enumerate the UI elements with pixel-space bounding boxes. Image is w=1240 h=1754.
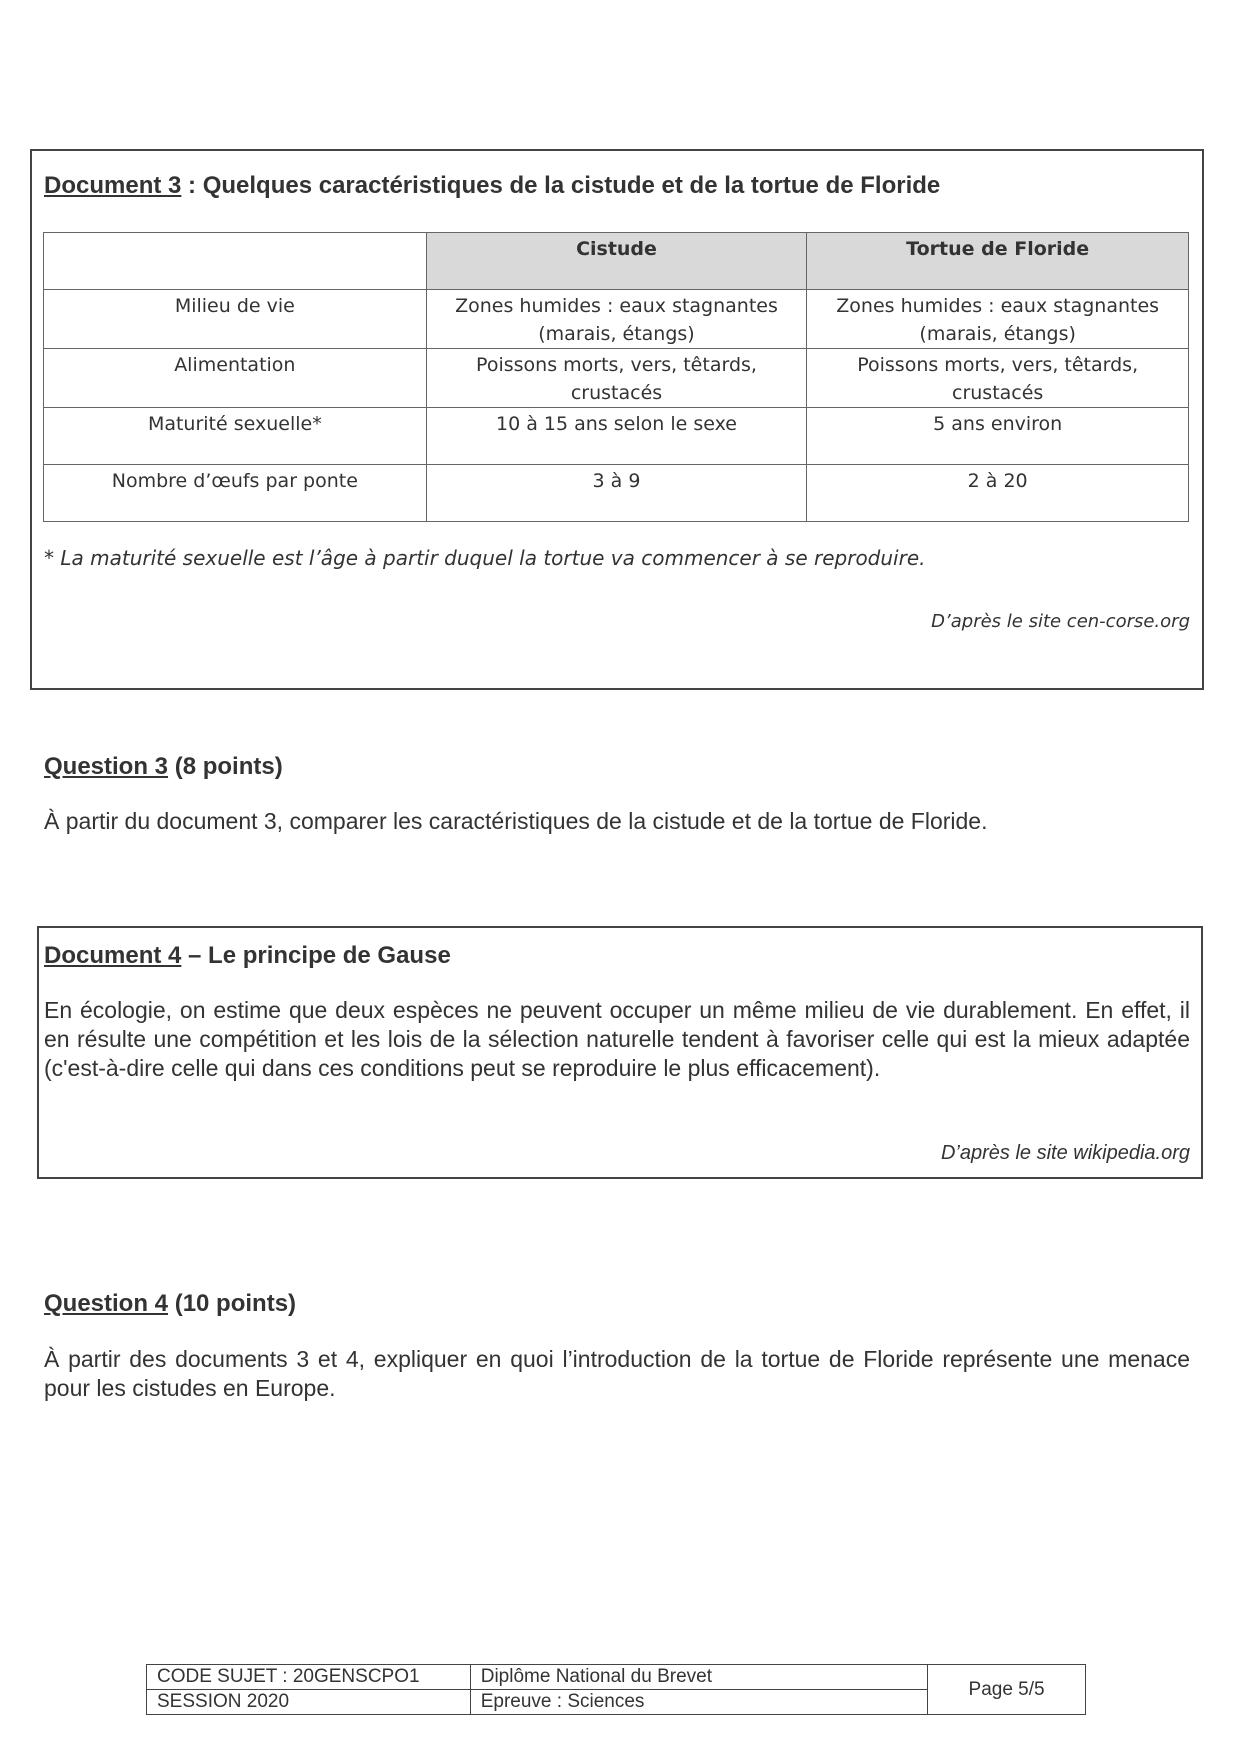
table-cell: Maturité sexuelle* (44, 408, 427, 465)
table-row (44, 349, 1189, 408)
document-4-source: D’après le site wikipedia.org (940, 1142, 1190, 1164)
question-3-label: Question 3 (44, 753, 169, 780)
table-row (44, 290, 1189, 349)
document-3-title (44, 172, 940, 200)
document-4-title (44, 942, 451, 970)
table-cell: Nombre d’œufs par ponte (44, 465, 427, 522)
footer-diploma: Diplôme National du Brevet (470, 1665, 927, 1690)
question-4-label: Question 4 (44, 1290, 169, 1317)
table-cell: Zones humides : eaux stagnantes (marais, étangs) (807, 290, 1189, 349)
footer-exam: Epreuve : Sciences (470, 1690, 927, 1715)
table-cell: 2 à 20 (807, 465, 1189, 522)
document-4-title-text: – Le principe de Gause (181, 942, 451, 969)
question-4-text: À partir des documents 3 et 4, expliquer en quoi l’introduction de la tortue de Floride représente une menace pour les cistudes en Europe. (44, 1346, 1190, 1401)
document-3-source: D’après le site cen-corse.org (931, 611, 1190, 632)
question-4-points: (10 points) (168, 1290, 297, 1317)
table-cell: Milieu de vie (44, 290, 427, 349)
document-3-footnote: * La maturité sexuelle est l’âge à partir duquel la tortue va commencer à se reproduire. (44, 546, 926, 570)
table-cell: Poissons morts, vers, têtards, crustacés (807, 349, 1189, 408)
table-cell: Poissons morts, vers, têtards, crustacés (426, 349, 807, 408)
question-3-title (44, 753, 283, 781)
table-row (44, 465, 1189, 522)
table-cell: 10 à 15 ans selon le sexe (426, 408, 807, 465)
footer-code: CODE SUJET : 20GENSCPO1 (147, 1665, 471, 1690)
document-3-label: Document 3 (44, 172, 182, 199)
table-header-tortue: Tortue de Floride (807, 233, 1189, 290)
footer-page-number: Page 5/5 (928, 1665, 1086, 1715)
footer-session: SESSION 2020 (147, 1690, 471, 1715)
table-cell: 5 ans environ (807, 408, 1189, 465)
characteristics-table (43, 232, 1189, 522)
table-header-row (44, 233, 1189, 290)
document-3-title-text: : Quelques caractéristiques de la cistude et de la tortue de Floride (181, 172, 941, 199)
table-row (44, 408, 1189, 465)
table-header-cistude: Cistude (426, 233, 807, 290)
table-cell: Alimentation (44, 349, 427, 408)
table-cell: 3 à 9 (426, 465, 807, 522)
document-4-text: En écologie, on estime que deux espèces ne peuvent occuper un même milieu de vie durablement. En effet, il en résulte une compétition et les lois de la sélection naturelle tendent à favoriser celle qui est la mieux adaptée (c'est-à-dire celle qui dans ces conditions peut se reproduire le plus efficacement). (44, 997, 1190, 1081)
table-cell: Zones humides : eaux stagnantes (marais, étangs) (426, 290, 807, 349)
question-4-title (44, 1290, 296, 1318)
question-3-points: (8 points) (168, 753, 283, 780)
document-4-label: Document 4 (44, 942, 182, 969)
page-footer (146, 1664, 1086, 1715)
question-3-text: À partir du document 3, comparer les caractéristiques de la cistude et de la tortue de Floride. (44, 808, 988, 834)
table-header-empty (44, 233, 427, 290)
